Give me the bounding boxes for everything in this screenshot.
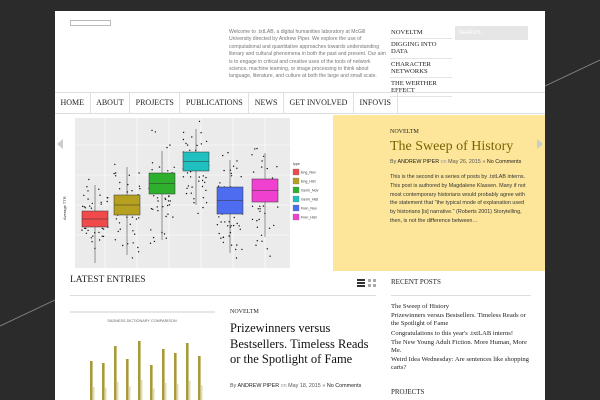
thumbnail-bar bbox=[177, 384, 178, 400]
nav-item-projects[interactable]: PROJECTS bbox=[130, 93, 180, 113]
recent-post-link[interactable]: The Sweep of History bbox=[391, 303, 450, 310]
plot-point bbox=[199, 121, 200, 122]
plot-point bbox=[201, 143, 202, 144]
thumbnail-bar bbox=[114, 346, 117, 400]
plot-point bbox=[228, 235, 229, 236]
legend-label: Germ_Nov bbox=[301, 188, 319, 193]
plot-point bbox=[101, 202, 102, 203]
plot-point bbox=[152, 209, 153, 210]
plot-point bbox=[101, 204, 102, 205]
featured-excerpt: This is the second in a series of posts by .txtLAB interns. This post is authored by Magdalene Klassen. Many if not most contemporary historians would probably agree with the statement that "the typical mode of explanation used by historians [is] narrative." (Roberts 2001) Storytelling, then, is not the difference between… bbox=[390, 174, 526, 224]
plot-point bbox=[166, 238, 167, 239]
plot-point bbox=[252, 206, 253, 207]
plot-point bbox=[107, 201, 108, 202]
plot-point bbox=[236, 244, 237, 245]
plot-point bbox=[272, 177, 273, 178]
thumbnail-bar bbox=[198, 356, 201, 400]
plot-point bbox=[116, 218, 117, 219]
plot-point bbox=[257, 240, 258, 241]
topnav-item-digging-into-data[interactable]: DIGGING INTO DATA bbox=[390, 39, 452, 58]
plot-point bbox=[103, 228, 104, 229]
featured-comments-link[interactable]: No Comments bbox=[486, 159, 522, 165]
plot-point bbox=[261, 166, 262, 167]
featured-boxplot-image bbox=[55, 115, 333, 271]
post-thumbnail-chart bbox=[70, 311, 215, 400]
plot-point bbox=[269, 256, 270, 257]
topnav-item-werther-effect[interactable]: THE WERTHER EFFECT bbox=[390, 78, 452, 97]
plot-point bbox=[99, 239, 100, 240]
plot-point bbox=[252, 219, 253, 220]
plot-point bbox=[92, 235, 93, 236]
plot-point bbox=[91, 241, 92, 242]
latest-divider bbox=[70, 295, 376, 296]
plot-point bbox=[86, 233, 87, 234]
plot-point bbox=[188, 185, 189, 186]
plot-point bbox=[227, 225, 228, 226]
plot-point bbox=[258, 219, 259, 220]
plot-point bbox=[152, 162, 153, 163]
plot-point bbox=[102, 228, 103, 229]
plot-point bbox=[185, 143, 186, 144]
plot-point bbox=[159, 166, 160, 167]
plot-point bbox=[205, 190, 206, 191]
nav-item-about[interactable]: ABOUT bbox=[91, 93, 131, 113]
plot-point bbox=[256, 148, 257, 149]
plot-point bbox=[206, 202, 207, 203]
legend-swatch bbox=[293, 196, 299, 202]
list-view-icon[interactable] bbox=[357, 279, 365, 287]
plot-point bbox=[89, 205, 90, 206]
featured-title[interactable]: The Sweep of History bbox=[390, 139, 514, 154]
plot-point bbox=[120, 229, 121, 230]
nav-item-get-involved[interactable]: GET INVOLVED bbox=[284, 93, 354, 113]
plot-point bbox=[168, 200, 169, 201]
projects-heading: PROJECTS bbox=[391, 388, 425, 396]
slider-prev-icon[interactable] bbox=[57, 139, 63, 149]
plot-point bbox=[86, 186, 87, 187]
plot-point bbox=[134, 234, 135, 235]
plot-point bbox=[199, 176, 200, 177]
plot-point bbox=[167, 170, 168, 171]
plot-point bbox=[84, 228, 85, 229]
plot-point bbox=[157, 206, 158, 207]
plot-point bbox=[129, 175, 130, 176]
page-container bbox=[55, 11, 545, 400]
plot-point bbox=[235, 249, 236, 250]
top-nav bbox=[390, 27, 452, 97]
recent-post-link[interactable]: The New Young Adult Fiction. More Human, More Me. bbox=[391, 338, 527, 355]
post-separator: » bbox=[322, 383, 326, 389]
plot-point bbox=[138, 251, 139, 252]
plot-point bbox=[196, 145, 197, 146]
plot-point bbox=[193, 198, 194, 199]
nav-item-news[interactable]: NEWS bbox=[249, 93, 284, 113]
post-meta bbox=[230, 383, 361, 389]
plot-point bbox=[233, 225, 234, 226]
plot-point bbox=[169, 144, 170, 145]
plot-point bbox=[259, 211, 260, 212]
thumbnail-bar bbox=[201, 385, 202, 400]
post-comments-link[interactable]: No Comments bbox=[326, 383, 362, 389]
plot-point bbox=[150, 243, 151, 244]
plot-point bbox=[130, 224, 131, 225]
plot-point bbox=[223, 170, 224, 171]
plot-point bbox=[138, 217, 139, 218]
search-input[interactable]: SEARCH... bbox=[455, 26, 528, 40]
plot-point bbox=[193, 202, 194, 203]
featured-category[interactable]: NOVELTM bbox=[390, 129, 419, 135]
plot-point bbox=[169, 204, 170, 205]
plot-point bbox=[168, 196, 169, 197]
legend-label: Germ_Hist bbox=[301, 197, 319, 202]
plot-point bbox=[137, 247, 138, 248]
post-by-label: By bbox=[230, 383, 237, 389]
legend-swatch bbox=[293, 214, 299, 220]
plot-point bbox=[119, 188, 120, 189]
featured-by-label: By bbox=[390, 159, 397, 165]
plot-point bbox=[81, 229, 82, 230]
thumbnail-bar bbox=[186, 343, 189, 400]
plot-point bbox=[263, 205, 264, 206]
plot-point bbox=[240, 229, 241, 230]
plot-point bbox=[98, 232, 99, 233]
plot-point bbox=[98, 189, 99, 190]
plot-point bbox=[186, 193, 187, 194]
plot-point bbox=[87, 230, 88, 231]
plot-point bbox=[204, 182, 205, 183]
featured-image[interactable] bbox=[55, 115, 333, 271]
plot-point bbox=[220, 221, 221, 222]
legend-swatch bbox=[293, 205, 299, 211]
plot-point bbox=[136, 218, 137, 219]
sidebar-divider bbox=[391, 295, 531, 296]
plot-point bbox=[107, 197, 108, 198]
plot-point bbox=[183, 139, 184, 140]
plot-point bbox=[153, 195, 154, 196]
plot-point bbox=[202, 180, 203, 181]
thumbnail-bar bbox=[102, 363, 105, 400]
plot-point bbox=[255, 245, 256, 246]
plot-point bbox=[183, 132, 184, 133]
thumbnail-bar bbox=[105, 388, 106, 400]
plot-point bbox=[172, 216, 173, 217]
plot-point bbox=[241, 249, 242, 250]
plot-point bbox=[217, 224, 218, 225]
plot-point bbox=[119, 182, 120, 183]
plot-point bbox=[153, 237, 154, 238]
plot-point bbox=[183, 176, 184, 177]
plot-point bbox=[87, 190, 88, 191]
thumbnail-bar bbox=[189, 381, 190, 400]
thumbnail-bar bbox=[129, 386, 130, 400]
plot-point bbox=[139, 186, 140, 187]
plot-point bbox=[219, 233, 220, 234]
plot-point bbox=[164, 233, 165, 234]
plot-point bbox=[99, 195, 100, 196]
plot-point bbox=[223, 242, 224, 243]
plot-point bbox=[190, 176, 191, 177]
plot-point bbox=[269, 228, 270, 229]
plot-point bbox=[186, 188, 187, 189]
plot-point bbox=[131, 190, 132, 191]
legend-swatch bbox=[293, 187, 299, 193]
plot-point bbox=[122, 245, 123, 246]
plot-point bbox=[84, 206, 85, 207]
plot-point bbox=[132, 230, 133, 231]
thumbnail-bar bbox=[150, 365, 153, 400]
plot-point bbox=[187, 172, 188, 173]
plot-point bbox=[229, 221, 230, 222]
post-author-link[interactable]: ANDREW PIPER bbox=[237, 383, 280, 389]
nav-item-publications[interactable]: PUBLICATIONS bbox=[180, 93, 249, 113]
plot-point bbox=[115, 175, 116, 176]
plot-point bbox=[259, 206, 260, 207]
legend-label: Fren_Hist bbox=[301, 215, 317, 220]
post-title[interactable]: Prizewinners versus Bestsellers. Timeless Reads or the Spotlight of Fame bbox=[230, 321, 369, 366]
thumbnail-bar bbox=[165, 383, 166, 400]
plot-point bbox=[267, 168, 268, 169]
plot-point bbox=[155, 131, 156, 132]
plot-point bbox=[254, 148, 255, 149]
plot-point bbox=[261, 160, 262, 161]
plot-point bbox=[119, 222, 120, 223]
plot-point bbox=[167, 205, 168, 206]
plot-point bbox=[133, 242, 134, 243]
featured-author-link[interactable]: ANDREW PIPER bbox=[397, 159, 440, 165]
featured-on-label: on bbox=[440, 159, 447, 165]
main-nav bbox=[55, 92, 545, 114]
plot-point bbox=[115, 172, 116, 173]
plot-point bbox=[239, 225, 240, 226]
plot-point bbox=[219, 182, 220, 183]
plot-point bbox=[132, 257, 133, 258]
plot-point bbox=[231, 175, 232, 176]
plot-point bbox=[154, 241, 155, 242]
plot-point bbox=[138, 172, 139, 173]
view-toggle bbox=[357, 279, 376, 287]
topnav-item-noveltm[interactable]: NOVELTM bbox=[390, 27, 452, 39]
plot-legend bbox=[293, 169, 319, 220]
featured-separator: » bbox=[482, 159, 486, 165]
plot-point bbox=[157, 200, 158, 201]
thumbnail-bar bbox=[93, 387, 94, 400]
plot-point bbox=[256, 220, 257, 221]
plot-point bbox=[191, 193, 192, 194]
site-logo[interactable] bbox=[70, 20, 111, 26]
plot-point bbox=[162, 206, 163, 207]
recent-posts-list bbox=[391, 303, 531, 374]
thumbnail-bar bbox=[138, 341, 141, 400]
plot-point bbox=[165, 216, 166, 217]
plot-point bbox=[151, 208, 152, 209]
thumbnail-title: SADNESS DICTIONARY COMPARISON bbox=[107, 319, 177, 323]
nav-item-infovis[interactable]: INFOVIS bbox=[354, 93, 398, 113]
plot-point bbox=[261, 241, 262, 242]
plot-point bbox=[267, 248, 268, 249]
thumbnail-bar bbox=[153, 388, 154, 400]
plot-point bbox=[132, 217, 133, 218]
plot-point bbox=[257, 227, 258, 228]
plot-point bbox=[273, 225, 274, 226]
plot-point bbox=[187, 144, 188, 145]
plot-point bbox=[157, 197, 158, 198]
plot-point bbox=[227, 152, 228, 153]
plot-point bbox=[103, 236, 104, 237]
plot-point bbox=[258, 208, 259, 209]
plot-point bbox=[166, 147, 167, 148]
plot-point bbox=[231, 245, 232, 246]
plot-point bbox=[151, 169, 152, 170]
plot-point bbox=[259, 208, 260, 209]
legend-swatch bbox=[293, 178, 299, 184]
plot-point bbox=[233, 166, 234, 167]
site-intro: Welcome to .txtLAB, a digital humanities laboratory at McGill University directed by Andrew Piper. We explore the use of computational and quantitative approaches towards understanding literary and cultural phenomena in both the past and present. Our aim is to engage in critical and creative uses of the tools of network science, machine learning, or image processing to think about language, literature, and culture at both the large and small scale. bbox=[229, 29, 386, 80]
plot-point bbox=[236, 160, 237, 161]
plot-point bbox=[197, 213, 198, 214]
thumbnail-bar bbox=[117, 382, 118, 400]
plot-point bbox=[87, 198, 88, 199]
plot-point bbox=[203, 175, 204, 176]
plot-point bbox=[170, 200, 171, 201]
plot-point bbox=[91, 237, 92, 238]
plot-point bbox=[191, 186, 192, 187]
topnav-item-character-networks[interactable]: CHARACTER NETWORKS bbox=[390, 59, 452, 78]
plot-point bbox=[113, 173, 114, 174]
plot-point bbox=[205, 177, 206, 178]
legend-title: type bbox=[293, 162, 300, 166]
slider-next-icon[interactable] bbox=[537, 139, 543, 149]
plot-point bbox=[223, 237, 224, 238]
featured-post-panel bbox=[333, 115, 545, 271]
plot-point bbox=[241, 176, 242, 177]
recent-post-link[interactable]: Weird Idea Wednesday: Are sentences like shopping carts? bbox=[391, 356, 529, 372]
plot-point bbox=[150, 229, 151, 230]
post-thumbnail[interactable] bbox=[70, 311, 215, 400]
plot-point bbox=[224, 221, 225, 222]
plot-point bbox=[230, 225, 231, 226]
thumbnail-bar bbox=[126, 359, 129, 400]
thumbnail-bar bbox=[174, 353, 177, 400]
plot-point bbox=[253, 171, 254, 172]
plot-point bbox=[237, 223, 238, 224]
plot-point bbox=[222, 155, 223, 156]
plot-point bbox=[92, 203, 93, 204]
plot-point bbox=[174, 167, 175, 168]
plot-point bbox=[202, 186, 203, 187]
plot-point bbox=[139, 188, 140, 189]
plot-point bbox=[167, 214, 168, 215]
legend-label: Fren_Nov bbox=[301, 206, 317, 211]
plot-point bbox=[164, 198, 165, 199]
legend-label: Eng_Hist bbox=[301, 179, 316, 184]
plot-ylabel: Average TTR bbox=[62, 196, 67, 220]
plot-point bbox=[198, 181, 199, 182]
plot-point bbox=[114, 164, 115, 165]
plot-point bbox=[82, 206, 83, 207]
plot-point bbox=[118, 231, 119, 232]
nav-item-home[interactable]: HOME bbox=[55, 93, 91, 113]
plot-point bbox=[218, 186, 219, 187]
plot-point bbox=[83, 195, 84, 196]
grid-view-icon[interactable] bbox=[368, 279, 376, 287]
plot-point bbox=[218, 216, 219, 217]
recent-post-link[interactable]: Congratulations to this year's .txtLAB interns! bbox=[391, 329, 514, 337]
plot-point bbox=[236, 168, 237, 169]
thumbnail-bar bbox=[162, 349, 165, 400]
plot-point bbox=[157, 210, 158, 211]
post-on-label: on bbox=[280, 383, 287, 389]
plot-point bbox=[127, 184, 128, 185]
plot-point bbox=[220, 238, 221, 239]
plot-point bbox=[102, 236, 103, 237]
plot-point bbox=[151, 130, 152, 131]
plot-point bbox=[236, 257, 237, 258]
plot-point bbox=[206, 141, 207, 142]
plot-point bbox=[276, 166, 277, 167]
plot-point bbox=[261, 235, 262, 236]
latest-entries-heading: LATEST ENTRIES bbox=[70, 275, 146, 285]
plot-point bbox=[88, 179, 89, 180]
post-category[interactable]: NOVELTM bbox=[230, 309, 259, 315]
plot-point bbox=[200, 132, 201, 133]
plot-point bbox=[234, 217, 235, 218]
plot-point bbox=[203, 197, 204, 198]
featured-date: May 26, 2015 bbox=[448, 159, 481, 165]
plot-point bbox=[85, 207, 86, 208]
plot-point bbox=[115, 239, 116, 240]
legend-label: Eng_Nov bbox=[301, 170, 316, 175]
plot-point bbox=[251, 154, 252, 155]
plot-point bbox=[189, 150, 190, 151]
thumbnail-bar bbox=[141, 380, 142, 400]
plot-point bbox=[263, 156, 264, 157]
thumbnail-bar bbox=[90, 361, 93, 400]
plot-point bbox=[191, 136, 192, 137]
plot-point bbox=[202, 207, 203, 208]
plot-point bbox=[231, 173, 232, 174]
legend-swatch bbox=[293, 169, 299, 175]
featured-meta bbox=[390, 159, 521, 165]
recent-post-link[interactable]: Prizewinners versus Bestsellers. Timeless Reads or the Spotlight of Fame bbox=[391, 312, 526, 328]
plot-point bbox=[277, 206, 278, 207]
post-date: May 18, 2015 bbox=[288, 383, 321, 389]
plot-point bbox=[91, 208, 92, 209]
recent-posts-heading: RECENT POSTS bbox=[391, 278, 441, 286]
